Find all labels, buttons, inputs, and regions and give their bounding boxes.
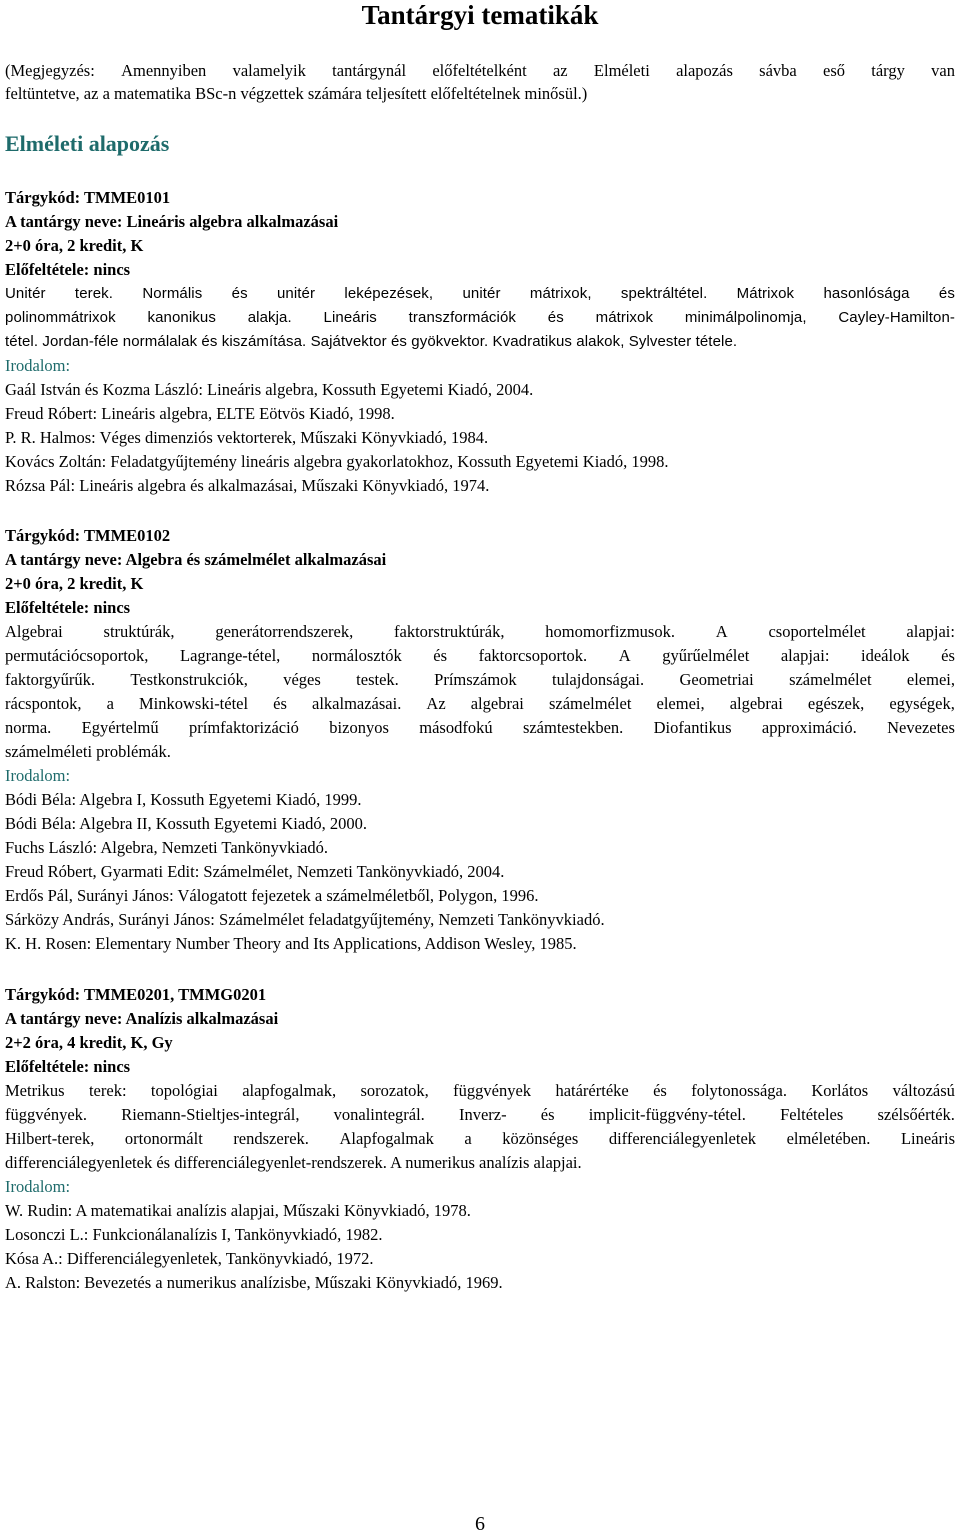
course-desc-line: Metrikus terek: topológiai alapfogalmak, sorozatok, függvények határértéke és folytonossága. Korlátos változású (5, 1081, 955, 1100)
course-desc-line: Hilbert-terek, ortonormált rendszerek. Alapfogalmak a közönséges differenciálegyenletek elméletében. Lineáris (5, 1129, 955, 1148)
page-title: Tantárgyi tematikák (361, 0, 599, 30)
course-name: A tantárgy neve: Lineáris algebra alkalmazásai (5, 212, 339, 231)
reference-item: Losonczi L.: Funkcionálanalízis I, Tankönyvkiadó, 1982. (5, 1225, 383, 1244)
reference-item: Erdős Pál, Surányi János: Válogatott fejezetek a számelméletből, Polygon, 1996. (5, 886, 539, 905)
course-name: A tantárgy neve: Analízis alkalmazásai (5, 1009, 279, 1028)
course-desc-line: faktorgyűrűk. Testkonstrukciók, véges testek. Prímszámok tulajdonságai. Geometriai számelmélet elemei, (5, 670, 955, 689)
course-hours: 2+0 óra, 2 kredit, K (5, 236, 144, 255)
course-block-2 (5, 524, 955, 956)
course-desc-line: tétel. Jordan-féle normálalak és kiszámítása. Sajátvektor és gyökvektor. Kvadratikus alakok, Sylvester tétele. (5, 333, 738, 350)
course-desc-line: differenciálegyenletek és differenciálegyenlet-rendszerek. A numerikus analízis alapjai. (5, 1153, 582, 1172)
course-hours: 2+0 óra, 2 kredit, K (5, 574, 144, 593)
note-line-1: (Megjegyzés: Amennyiben valamelyik tantárgynál előfeltételként az Elméleti alapozás sávba eső tárgy van (5, 61, 955, 80)
course-block-3 (5, 983, 955, 1295)
course-code: Tárgykód: TMME0101 (5, 188, 171, 207)
course-block-1 (5, 186, 955, 498)
page-number: 6 (475, 1513, 485, 1535)
course-prereq: Előfeltétele: nincs (5, 1057, 131, 1076)
course-name: A tantárgy neve: Algebra és számelmélet alkalmazásai (5, 550, 387, 569)
literature-label: Irodalom: (5, 356, 71, 375)
reference-item: Rózsa Pál: Lineáris algebra és alkalmazásai, Műszaki Könyvkiadó, 1974. (5, 476, 490, 495)
reference-item: Freud Róbert, Gyarmati Edit: Számelmélet, Nemzeti Tankönyvkiadó, 2004. (5, 862, 505, 881)
course-desc-line: rácspontok, a Minkowski-tétel és alkalmazásai. Az algebrai számelmélet elemei, algebrai egészek, egységek, (5, 694, 955, 713)
course-desc-line: polinommátrixok kanonikus alakja. Lineáris transzformációk és mátrixok minimálpolinomja, Cayley-Hamilton- (5, 309, 955, 326)
course-desc-line: számelméleti problémák. (5, 742, 171, 761)
reference-item: Bódi Béla: Algebra II, Kossuth Egyetemi Kiadó, 2000. (5, 814, 368, 833)
reference-item: Bódi Béla: Algebra I, Kossuth Egyetemi Kiadó, 1999. (5, 790, 362, 809)
literature-label: Irodalom: (5, 1177, 71, 1196)
course-prereq: Előfeltétele: nincs (5, 260, 131, 279)
reference-item: Sárközy András, Surányi János: Számelmélet feladatgyűjtemény, Nemzeti Tankönyvkiadó. (5, 910, 605, 929)
note-line-2: feltüntetve, az a matematika BSc-n végzettek számára teljesített előfeltételnek minősül.) (5, 84, 588, 103)
course-desc-line: Algebrai struktúrák, generátorrendszerek, faktorstruktúrák, homomorfizmusok. A csoportelmélet alapjai: (5, 622, 955, 641)
course-desc-line: Unitér terek. Normális és unitér leképezések, unitér mátrixok, spektráltétel. Mátrixok hasonlósága és (5, 285, 955, 302)
course-code: Tárgykód: TMME0201, TMMG0201 (5, 985, 267, 1004)
reference-item: W. Rudin: A matematikai analízis alapjai, Műszaki Könyvkiadó, 1978. (5, 1201, 471, 1220)
reference-item: Fuchs László: Algebra, Nemzeti Tankönyvkiadó. (5, 838, 328, 857)
section-title: Elméleti alapozás (5, 131, 170, 156)
reference-item: Kovács Zoltán: Feladatgyűjtemény lineáris algebra gyakorlatokhoz, Kossuth Egyetemi Kiadó, 1998. (5, 452, 669, 471)
reference-item: K. H. Rosen: Elementary Number Theory and Its Applications, Addison Wesley, 1985. (5, 934, 577, 953)
course-desc-line: függvények. Riemann-Stieltjes-integrál, vonalintegrál. Inverz- és implicit-függvény-tétel. Feltételes szélsőérték. (5, 1105, 955, 1124)
course-code: Tárgykód: TMME0102 (5, 526, 171, 545)
reference-item: Freud Róbert: Lineáris algebra, ELTE Eötvös Kiadó, 1998. (5, 404, 395, 423)
course-hours: 2+2 óra, 4 kredit, K, Gy (5, 1033, 173, 1052)
literature-label: Irodalom: (5, 766, 71, 785)
reference-item: Gaál István és Kozma László: Lineáris algebra, Kossuth Egyetemi Kiadó, 2004. (5, 380, 534, 399)
note-paragraph (5, 59, 955, 105)
reference-item: A. Ralston: Bevezetés a numerikus analízisbe, Műszaki Könyvkiadó, 1969. (5, 1273, 503, 1292)
course-desc-line: norma. Egyértelmű prímfaktorizáció bizonyos másodfokú számtestekben. Diofantikus approximáció. Nevezetes (5, 718, 955, 737)
reference-item: Kósa A.: Differenciálegyenletek, Tankönyvkiadó, 1972. (5, 1249, 374, 1268)
reference-item: P. R. Halmos: Véges dimenziós vektorterek, Műszaki Könyvkiadó, 1984. (5, 428, 489, 447)
course-prereq: Előfeltétele: nincs (5, 598, 131, 617)
course-desc-line: permutációcsoportok, Lagrange-tétel, normálosztók és faktorcsoportok. A gyűrűelmélet alapjai: ideálok és (5, 646, 955, 665)
